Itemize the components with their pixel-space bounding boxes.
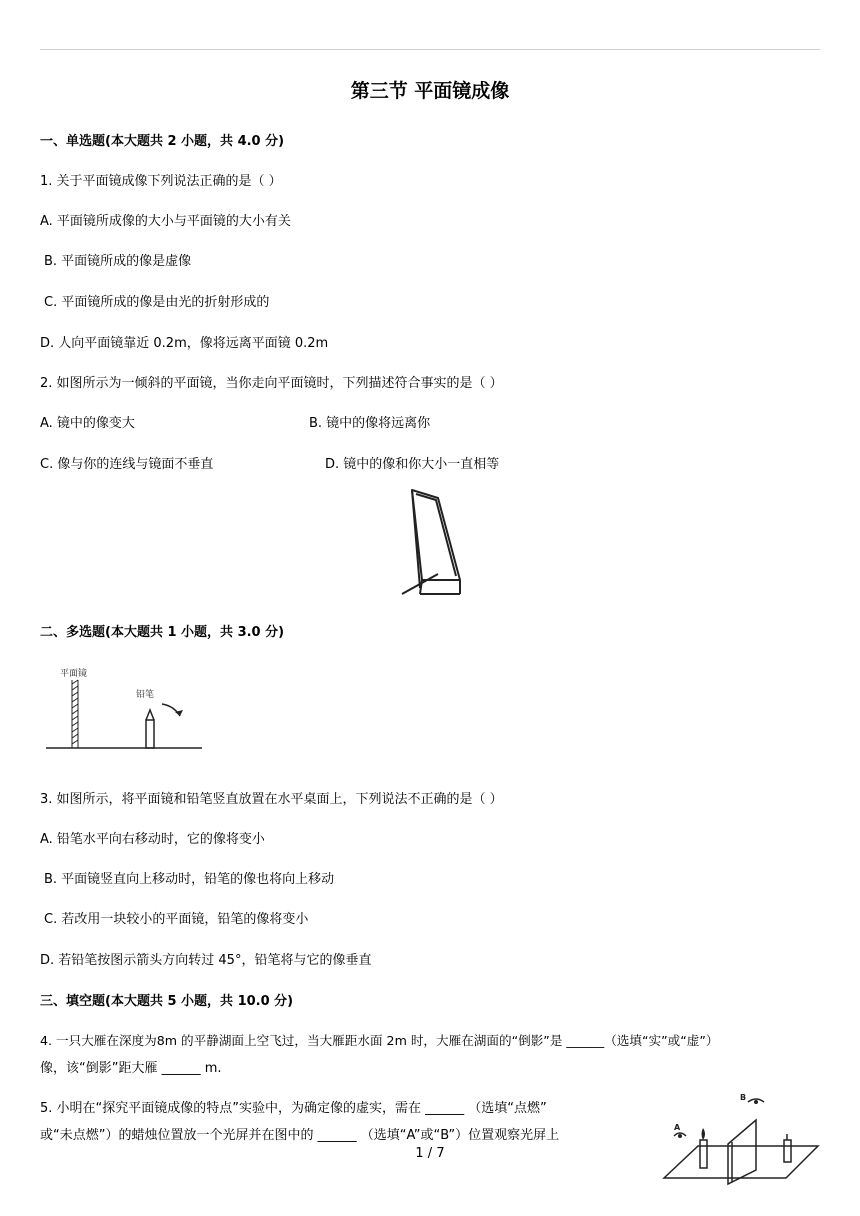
question-2-option-d: D. 镜中的像和你大小一直相等 [325,457,500,472]
candle-experiment-figure [660,1090,822,1186]
question-3-stem: 3. 如图所示，将平面镜和铅笔竖直放置在水平桌面上，下列说法不正确的是（ ） [40,792,503,807]
page-number: 1 / 7 [415,1146,445,1161]
header-rule [40,49,820,50]
question-1-option-b: B. 平面镜所成的像是虚像 [44,254,192,269]
question-4-line-2: 像，该“倒影”距大雁 ______ m. [40,1061,222,1076]
question-2-stem: 2. 如图所示为一倾斜的平面镜，当你走向平面镜时，下列描述符合事实的是（ ） [40,376,503,391]
question-3-option-d: D. 若铅笔按图示箭头方向转过 45°，铅笔将与它的像垂直 [40,953,372,968]
mirror-label: 平面镜 [60,669,88,679]
question-3-option-a: A. 铅笔水平向右移动时，它的像将变小 [40,832,265,847]
question-5-line-1: 5. 小明在“探究平面镜成像的特点”实验中，为确定像的虚实，需在 ______ （选填“点燃” [40,1101,547,1116]
question-3-option-b: B. 平面镜竖直向上移动时，铅笔的像也将向上移动 [44,872,335,887]
question-2-option-a: A. 镜中的像变大 [40,416,135,431]
position-b-label: B [740,1093,747,1102]
question-1-option-c: C. 平面镜所成的像是由光的折射形成的 [44,295,270,310]
mirror-pencil-figure [44,664,204,754]
tilted-mirror-figure [398,488,468,600]
section-heading-fill-in: 三、填空题(本大题共 5 小题，共 10.0 分) [40,994,294,1009]
position-a-label: A [674,1123,681,1132]
pencil-label: 铅笔 [136,690,155,700]
question-1-option-d: D. 人向平面镜靠近 0.2m，像将远离平面镜 0.2m [40,336,329,351]
section-heading-multiple-choice: 二、多选题(本大题共 1 小题，共 3.0 分) [40,625,285,640]
page-title: 第三节 平面镜成像 [350,80,510,102]
question-2-option-c: C. 像与你的连线与镜面不垂直 [40,457,214,472]
question-5-line-2: 或“未点燃”）的蜡烛位置放一个光屏并在图中的 ______ （选填“A”或“B”）位置观察光屏上 [40,1128,560,1143]
question-1-stem: 1. 关于平面镜成像下列说法正确的是（ ） [40,174,282,189]
section-heading-single-choice: 一、单选题(本大题共 2 小题，共 4.0 分) [40,134,285,149]
question-1-option-a: A. 平面镜所成像的大小与平面镜的大小有关 [40,214,291,229]
question-4-line-1: 4. 一只大雁在深度为8m 的平静湖面上空飞过，当大雁距水面 2m 时，大雁在湖面的“倒影”是 ______（选填“实”或“虚”） [40,1033,719,1048]
question-2-option-b: B. 镜中的像将远离你 [309,416,431,431]
question-3-option-c: C. 若改用一块较小的平面镜，铅笔的像将变小 [44,912,309,927]
